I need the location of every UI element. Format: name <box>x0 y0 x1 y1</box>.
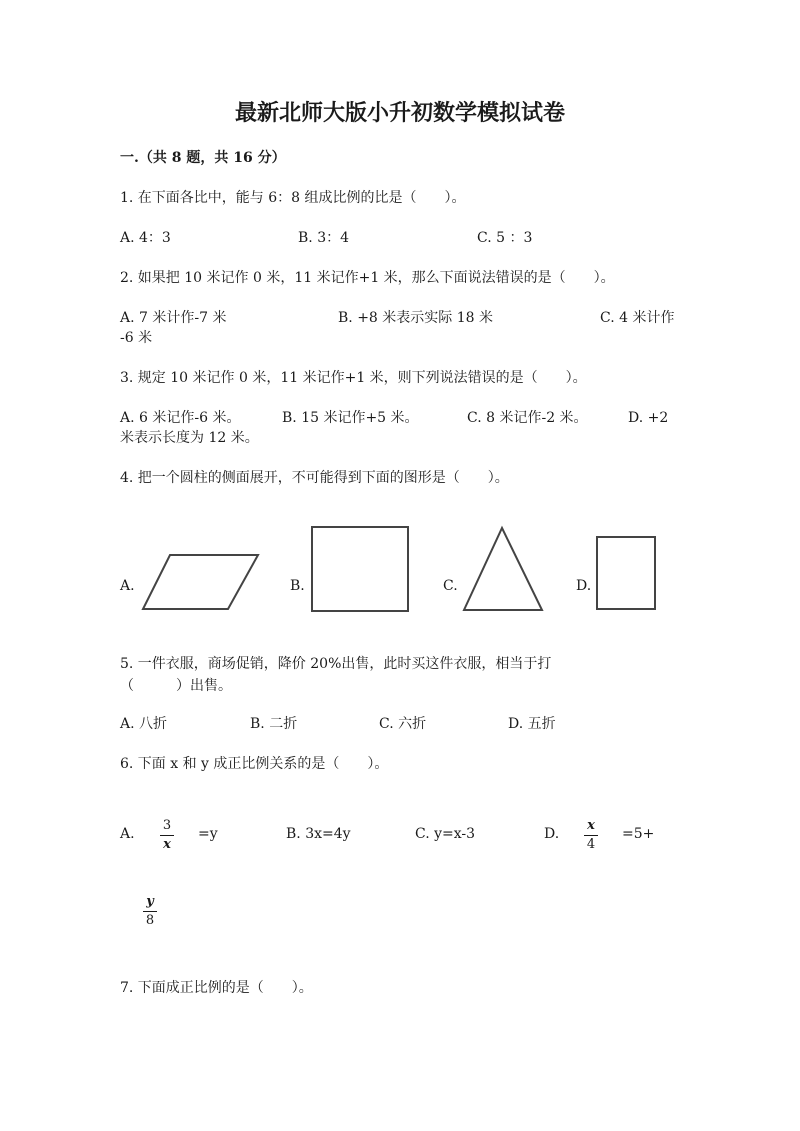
square-shape <box>311 526 409 612</box>
section-heading: 一.（共 8 题，共 16 分） <box>120 150 286 166</box>
parallelogram-shape <box>140 553 260 611</box>
question-6-stem: 6. 下面 x 和 y 成正比例关系的是（ ）。 <box>120 756 389 772</box>
q6-option-d-label[interactable]: D. <box>544 826 560 842</box>
fraction-denominator: 8 <box>145 913 155 928</box>
fraction-numerator: y <box>146 894 154 909</box>
fraction-numerator: x <box>587 818 595 833</box>
q4-option-a[interactable]: A. <box>120 578 135 594</box>
question-3-stem: 3. 规定 10 米记作 0 米，11 米记作+1 米，则下列说法错误的是（ ）。 <box>120 370 587 386</box>
triangle-shape <box>462 526 544 612</box>
rectangle-shape <box>596 536 656 610</box>
q3-option-a[interactable]: A. 6 米记作-6 米。 <box>120 410 241 426</box>
question-2-stem: 2. 如果把 10 米记作 0 米，11 米记作+1 米，那么下面说法错误的是（ ）。 <box>120 270 615 286</box>
q6-option-a-fraction <box>160 818 174 853</box>
q1-option-c[interactable]: C. 5 ：3 <box>477 230 533 246</box>
q3-option-d-continued: 米表示长度为 12 米。 <box>120 430 259 446</box>
fraction-numerator: 3 <box>162 818 172 833</box>
fraction-denominator: 4 <box>586 837 596 852</box>
question-5-stem: 5. 一件衣服，商场促销，降价 20%出售，此时买这件衣服，相当于打 <box>120 656 552 672</box>
q5-option-a[interactable]: A. 八折 <box>120 716 168 732</box>
q2-option-c[interactable]: C. 4 米计作 <box>600 310 675 326</box>
q6-option-d-fraction-2 <box>143 894 157 929</box>
q1-option-b[interactable]: B. 3：4 <box>298 230 350 246</box>
q2-option-a[interactable]: A. 7 米计作-7 米 <box>120 310 227 326</box>
question-5-stem-continued: （ ）出售。 <box>120 678 232 694</box>
q2-option-b[interactable]: B. +8 米表示实际 18 米 <box>338 310 493 326</box>
q1-option-a[interactable]: A. 4：3 <box>120 230 171 246</box>
q6-option-d-rest: =5+ <box>622 826 655 842</box>
q3-option-b[interactable]: B. 15 米记作+5 米。 <box>282 410 419 426</box>
page-title: 最新北师大版小升初数学模拟试卷 <box>234 100 565 126</box>
fraction-denominator: x <box>163 837 171 852</box>
q2-option-c-continued: -6 米 <box>120 330 153 346</box>
q4-option-c[interactable]: C. <box>443 578 458 594</box>
q5-option-c[interactable]: C. 六折 <box>379 716 427 732</box>
q6-option-d-fraction <box>584 818 598 853</box>
q3-option-d[interactable]: D. +2 <box>628 410 669 426</box>
q5-option-d[interactable]: D. 五折 <box>508 716 556 732</box>
q6-option-b[interactable]: B. 3x=4y <box>286 826 351 842</box>
question-1-stem: 1. 在下面各比中，能与 6：8 组成比例的比是（ ）。 <box>120 190 466 206</box>
question-7-stem: 7. 下面成正比例的是（ ）。 <box>120 980 313 996</box>
q6-option-a-label[interactable]: A. <box>120 826 135 842</box>
q5-option-b[interactable]: B. 二折 <box>250 716 298 732</box>
q6-option-a-rest: =y <box>198 826 218 842</box>
q6-option-c[interactable]: C. y=x-3 <box>415 826 476 842</box>
question-4-stem: 4. 把一个圆柱的侧面展开，不可能得到下面的图形是（ ）。 <box>120 470 509 486</box>
q4-option-b[interactable]: B. <box>290 578 305 594</box>
q3-option-c[interactable]: C. 8 米记作-2 米。 <box>467 410 588 426</box>
q4-option-d[interactable]: D. <box>576 578 592 594</box>
